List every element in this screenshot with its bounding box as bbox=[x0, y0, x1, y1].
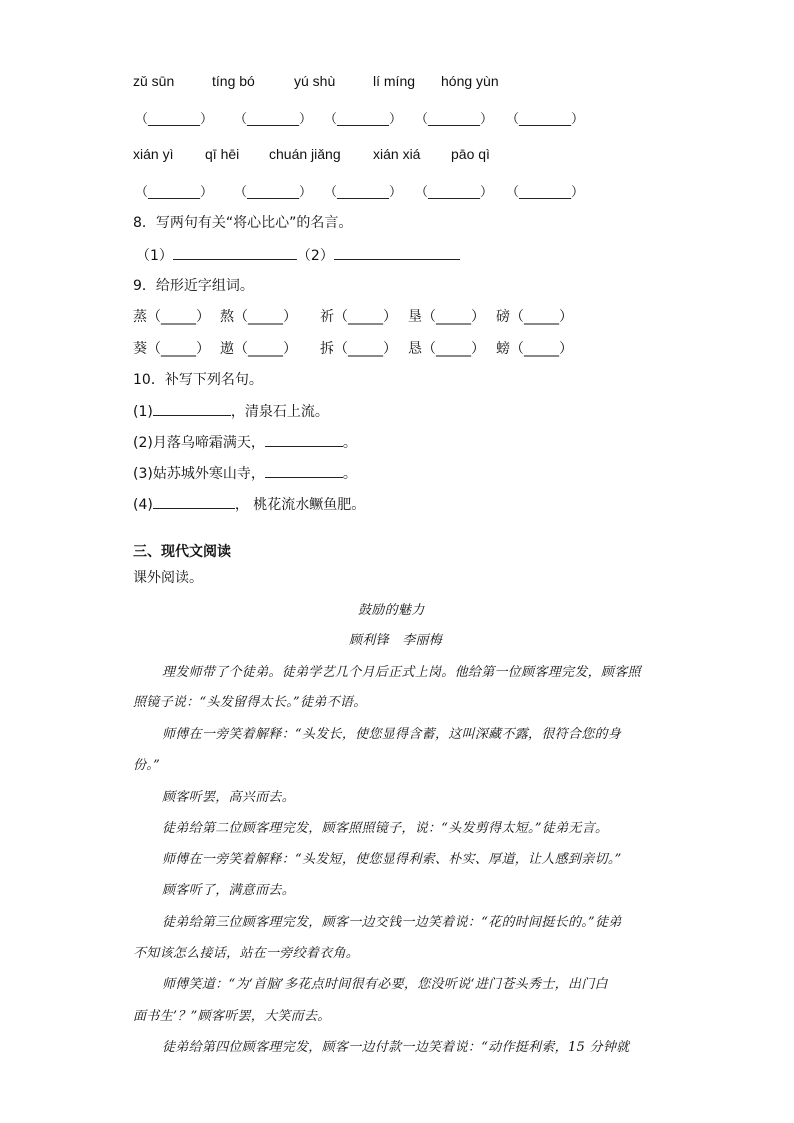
answer-blank[interactable]: （________） bbox=[234, 112, 313, 127]
line-text: 。 bbox=[342, 466, 357, 482]
pinyin-item: zǔ sūn bbox=[133, 73, 175, 89]
pinyin-item: yú shù bbox=[294, 73, 336, 89]
pinyin-item: chuán jiǎng bbox=[269, 146, 341, 162]
answer-2-line[interactable] bbox=[334, 247, 460, 260]
word-blank[interactable]: （_____） bbox=[234, 309, 297, 325]
story-line: 顾客听了，满意而去。 bbox=[162, 883, 296, 898]
word-blank[interactable]: （_____） bbox=[422, 309, 485, 325]
fill-line[interactable] bbox=[265, 465, 343, 478]
answer-1-line[interactable] bbox=[173, 247, 297, 260]
line-text: ， 桃花流水鳜鱼肥。 bbox=[234, 497, 366, 513]
answer-blank[interactable]: （________） bbox=[506, 185, 585, 200]
char-item bbox=[320, 338, 397, 358]
poem-line-3 bbox=[133, 463, 357, 483]
pinyin-item: lí míng bbox=[373, 73, 416, 89]
word-blank[interactable]: （_____） bbox=[147, 309, 210, 325]
story-line: 理发师带了个徒弟。徒弟学艺几个月后正式上岗。他给第一位顾客理完发，顾客照 bbox=[162, 665, 641, 680]
word-blank[interactable]: （_____） bbox=[510, 309, 573, 325]
char: 垦 bbox=[408, 309, 422, 325]
char: 磅 bbox=[496, 309, 510, 325]
answer-2-label: （2） bbox=[296, 248, 334, 264]
fill-line[interactable] bbox=[153, 496, 235, 509]
line-prefix: (4) bbox=[133, 497, 153, 513]
word-blank[interactable]: （_____） bbox=[234, 341, 297, 357]
question-10-title: 10．补写下列名句。 bbox=[133, 372, 263, 388]
char: 螃 bbox=[496, 341, 510, 357]
word-blank[interactable]: （_____） bbox=[147, 341, 210, 357]
char-item bbox=[220, 338, 297, 358]
answer-blank[interactable]: （________） bbox=[135, 112, 214, 127]
char: 拆 bbox=[320, 341, 334, 357]
line-text: ，清泉石上流。 bbox=[230, 404, 329, 420]
section-heading: 三、现代文阅读 bbox=[133, 544, 231, 560]
question-9-title: 9．给形近字组词。 bbox=[133, 278, 254, 294]
story-line: 师傅在一旁笑着解释：“头发长，使您显得含蓄，这叫深藏不露，很符合您的身 bbox=[162, 727, 622, 742]
word-blank[interactable]: （_____） bbox=[510, 341, 573, 357]
char-item bbox=[220, 306, 297, 326]
pinyin-item: tíng bó bbox=[212, 73, 255, 89]
answer-blank[interactable]: （________） bbox=[324, 112, 403, 127]
story-line: 面书生’？”顾客听罢，大笑而去。 bbox=[133, 1009, 331, 1024]
story-line: 徒弟给第四位顾客理完发，顾客一边付款一边笑着说：“动作挺利索，15 分钟就 bbox=[162, 1040, 630, 1055]
char-item bbox=[408, 338, 485, 358]
question-8-title: 8．写两句有关“将心比心”的名言。 bbox=[133, 215, 353, 231]
story-line: 师傅在一旁笑着解释：“头发短，使您显得利索、朴实、厚道，让人感到亲切。” bbox=[162, 852, 622, 867]
answer-blank[interactable]: （________） bbox=[415, 112, 494, 127]
answer-1-label: （1） bbox=[136, 248, 173, 264]
poem-line-4 bbox=[133, 494, 365, 514]
word-blank[interactable]: （_____） bbox=[334, 309, 397, 325]
story-line: 不知该怎么接话，站在一旁绞着衣角。 bbox=[133, 946, 360, 961]
word-blank[interactable]: （_____） bbox=[334, 341, 397, 357]
char: 蒸 bbox=[133, 309, 147, 325]
section-subtitle: 课外阅读。 bbox=[133, 570, 203, 586]
pinyin-item: qī hēi bbox=[205, 146, 240, 162]
poem-line-1 bbox=[133, 401, 329, 421]
answer-blank[interactable]: （________） bbox=[234, 185, 313, 200]
char-item bbox=[496, 338, 573, 358]
char-item bbox=[408, 306, 485, 326]
line-text: (3)姑苏城外寒山寺， bbox=[133, 466, 265, 482]
fill-line[interactable] bbox=[265, 434, 343, 447]
story-title: 鼓励的魅力 bbox=[358, 603, 425, 618]
pinyin-item: xián yì bbox=[133, 146, 174, 162]
answer-blank[interactable]: （________） bbox=[506, 112, 585, 127]
char: 恳 bbox=[408, 341, 422, 357]
story-line: 徒弟给第二位顾客理完发，顾客照照镜子，说：“头发剪得太短。”徒弟无言。 bbox=[162, 821, 609, 836]
story-line: 师傅笑道：“为‘首脑’多花点时间很有必要，您没听说‘进门苍头秀士，出门白 bbox=[162, 977, 608, 992]
line-prefix: (1) bbox=[133, 404, 153, 420]
char: 葵 bbox=[133, 341, 147, 357]
char-item bbox=[320, 306, 397, 326]
pinyin-item: xián xiá bbox=[373, 146, 421, 162]
char: 祈 bbox=[320, 309, 334, 325]
story-author: 顾利锋 李丽梅 bbox=[349, 633, 443, 648]
fill-line[interactable] bbox=[153, 403, 231, 416]
pinyin-item: pāo qì bbox=[451, 146, 490, 162]
story-line: 徒弟给第三位顾客理完发，顾客一边交钱一边笑着说：“花的时间挺长的。”徒弟 bbox=[162, 915, 622, 930]
word-blank[interactable]: （_____） bbox=[422, 341, 485, 357]
char: 熬 bbox=[220, 309, 234, 325]
story-line: 顾客听罢，高兴而去。 bbox=[162, 790, 296, 805]
line-text: (2)月落乌啼霜满天， bbox=[133, 435, 265, 451]
answer-blank[interactable]: （________） bbox=[324, 185, 403, 200]
answer-blank[interactable]: （________） bbox=[415, 185, 494, 200]
char-item bbox=[133, 338, 210, 358]
line-text: 。 bbox=[342, 435, 357, 451]
question-8-answers bbox=[136, 245, 460, 265]
story-line: 份。” bbox=[133, 758, 161, 773]
story-line: 照镜子说：“头发留得太长。”徒弟不语。 bbox=[133, 695, 367, 710]
answer-blank[interactable]: （________） bbox=[135, 185, 214, 200]
pinyin-item: hóng yùn bbox=[441, 73, 499, 89]
char-item bbox=[496, 306, 573, 326]
char: 遨 bbox=[220, 341, 234, 357]
char-item bbox=[133, 306, 210, 326]
poem-line-2 bbox=[133, 432, 357, 452]
